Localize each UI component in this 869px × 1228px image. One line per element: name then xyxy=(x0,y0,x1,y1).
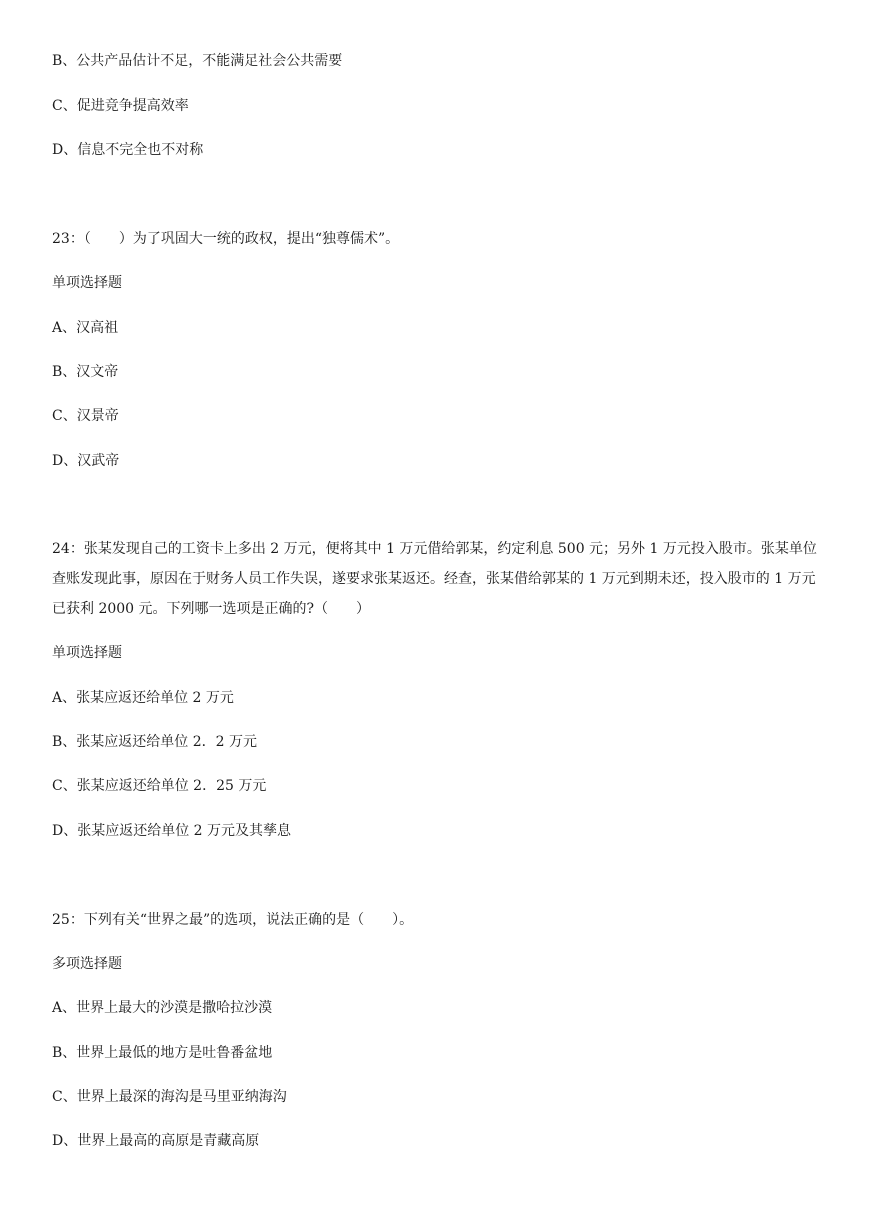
option-b: B、张某应返还给单位 2．2 万元 xyxy=(52,734,258,750)
question-type: 多项选择题 xyxy=(52,956,122,972)
option-c: C、汉景帝 xyxy=(52,408,119,424)
option-a: A、张某应返还给单位 2 万元 xyxy=(52,690,234,706)
option-b: B、世界上最低的地方是吐鲁番盆地 xyxy=(52,1045,273,1061)
option-d: D、汉武帝 xyxy=(52,453,120,469)
option-d: D、张某应返还给单位 2 万元及其孳息 xyxy=(52,823,292,839)
option-a: A、汉高祖 xyxy=(52,320,119,336)
option-d: D、信息不完全也不对称 xyxy=(52,142,204,158)
option-c: C、促进竞争提高效率 xyxy=(52,98,189,114)
option-c: C、张某应返还给单位 2．25 万元 xyxy=(52,778,267,794)
question-stem: 24：张某发现自己的工资卡上多出 2 万元，便将其中 1 万元借给郭某，约定利息 500 元；另外 1 万元投入股市。张某单位查账发现此事，原因在于财务人员工作失误，遂要求张某返还。经查，张某借给郭某的 1 万元到期未还，投入股市的 1 万元已获利 2000 元。下列哪一选项是正确的?（ ） xyxy=(52,541,817,617)
option-c: C、世界上最深的海沟是马里亚纳海沟 xyxy=(52,1089,287,1105)
option-b: B、汉文帝 xyxy=(52,364,119,380)
question-type: 单项选择题 xyxy=(52,275,122,291)
option-b: B、公共产品估计不足，不能满足社会公共需要 xyxy=(52,53,343,69)
option-d: D、世界上最高的高原是青藏高原 xyxy=(52,1133,260,1149)
question-stem: 23：（ ）为了巩固大一统的政权，提出“独尊儒术”。 xyxy=(52,231,400,247)
question-stem: 25：下列有关“世界之最”的选项，说法正确的是（ ）。 xyxy=(52,912,414,928)
option-a: A、世界上最大的沙漠是撒哈拉沙漠 xyxy=(52,1000,273,1016)
question-type: 单项选择题 xyxy=(52,645,122,661)
